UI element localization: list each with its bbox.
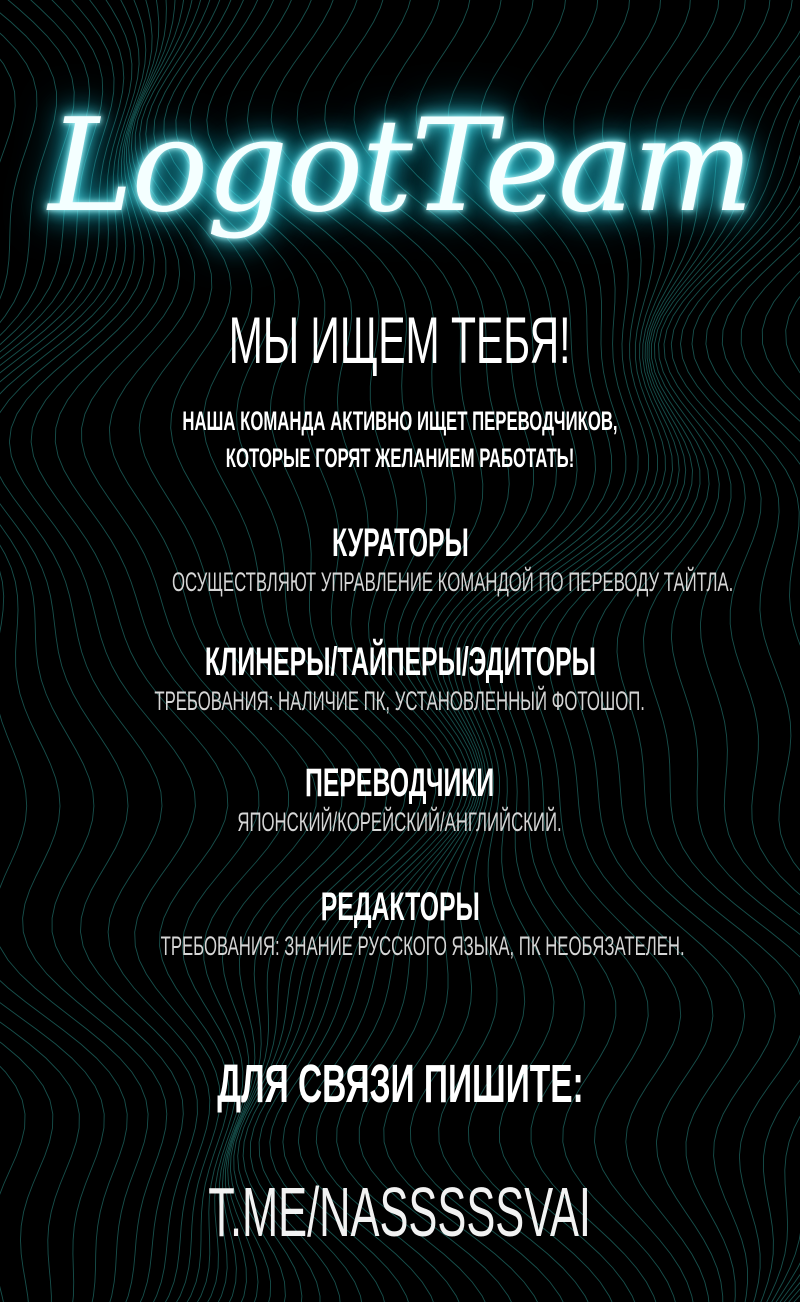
contact-link-text: T.ME/NASSSSSVAI: [208, 1173, 592, 1251]
role-description-text: ОСУЩЕСТВЛЯЮТ УПРАВЛЕНИЕ КОМАНДОЙ ПО ПЕРЕВОДУ ТАЙТЛА.: [172, 567, 734, 597]
intro-line-1: [0, 405, 800, 437]
role-title-text: РЕДАКТОРЫ: [320, 885, 480, 929]
role-description-cleaners: [0, 685, 800, 717]
headline: [0, 300, 800, 380]
contact-link: [0, 1170, 800, 1254]
role-title-text: КУРАТОРЫ: [331, 521, 469, 565]
role-title-editors: [0, 884, 800, 930]
role-title-text: КЛИНЕРЫ/ТАЙПЕРЫ/ЭДИТОРЫ: [204, 640, 596, 684]
team-logo-text: LogotTeam: [48, 92, 752, 241]
intro-line-2-text: КОТОРЫЕ ГОРЯТ ЖЕЛАНИЕМ РАБОТАТЬ!: [225, 443, 575, 473]
intro-line-1-text: НАША КОМАНДА АКТИВНО ИЩЕТ ПЕРЕВОДЧИКОВ,: [182, 406, 618, 436]
intro-line-2: [0, 442, 800, 474]
role-title-cleaners: [0, 639, 800, 685]
role-description-text: ЯПОНСКИЙ/КОРЕЙСКИЙ/АНГЛИЙСКИЙ.: [237, 807, 563, 837]
headline-text: МЫ ИЩЕМ ТЕБЯ!: [229, 303, 571, 377]
role-description-text: ТРЕБОВАНИЯ: ЗНАНИЕ РУССКОГО ЯЗЫКА, ПК НЕОБЯЗАТЕЛЕН.: [160, 931, 685, 961]
role-description-translators: [0, 806, 800, 838]
role-title-text: ПЕРЕВОДЧИКИ: [305, 761, 495, 805]
role-description-text: ТРЕБОВАНИЯ: НАЛИЧИЕ ПК, УСТАНОВЛЕННЫЙ ФОТОШОП.: [154, 686, 646, 716]
role-description-editors: [0, 930, 800, 962]
role-title-translators: [0, 760, 800, 806]
contact-label: [0, 1052, 800, 1116]
team-logo: [0, 92, 800, 242]
contact-label-text: ДЛЯ СВЯЗИ ПИШИТЕ:: [216, 1054, 584, 1114]
role-description-curators: [0, 566, 800, 598]
role-title-curators: [0, 520, 800, 566]
